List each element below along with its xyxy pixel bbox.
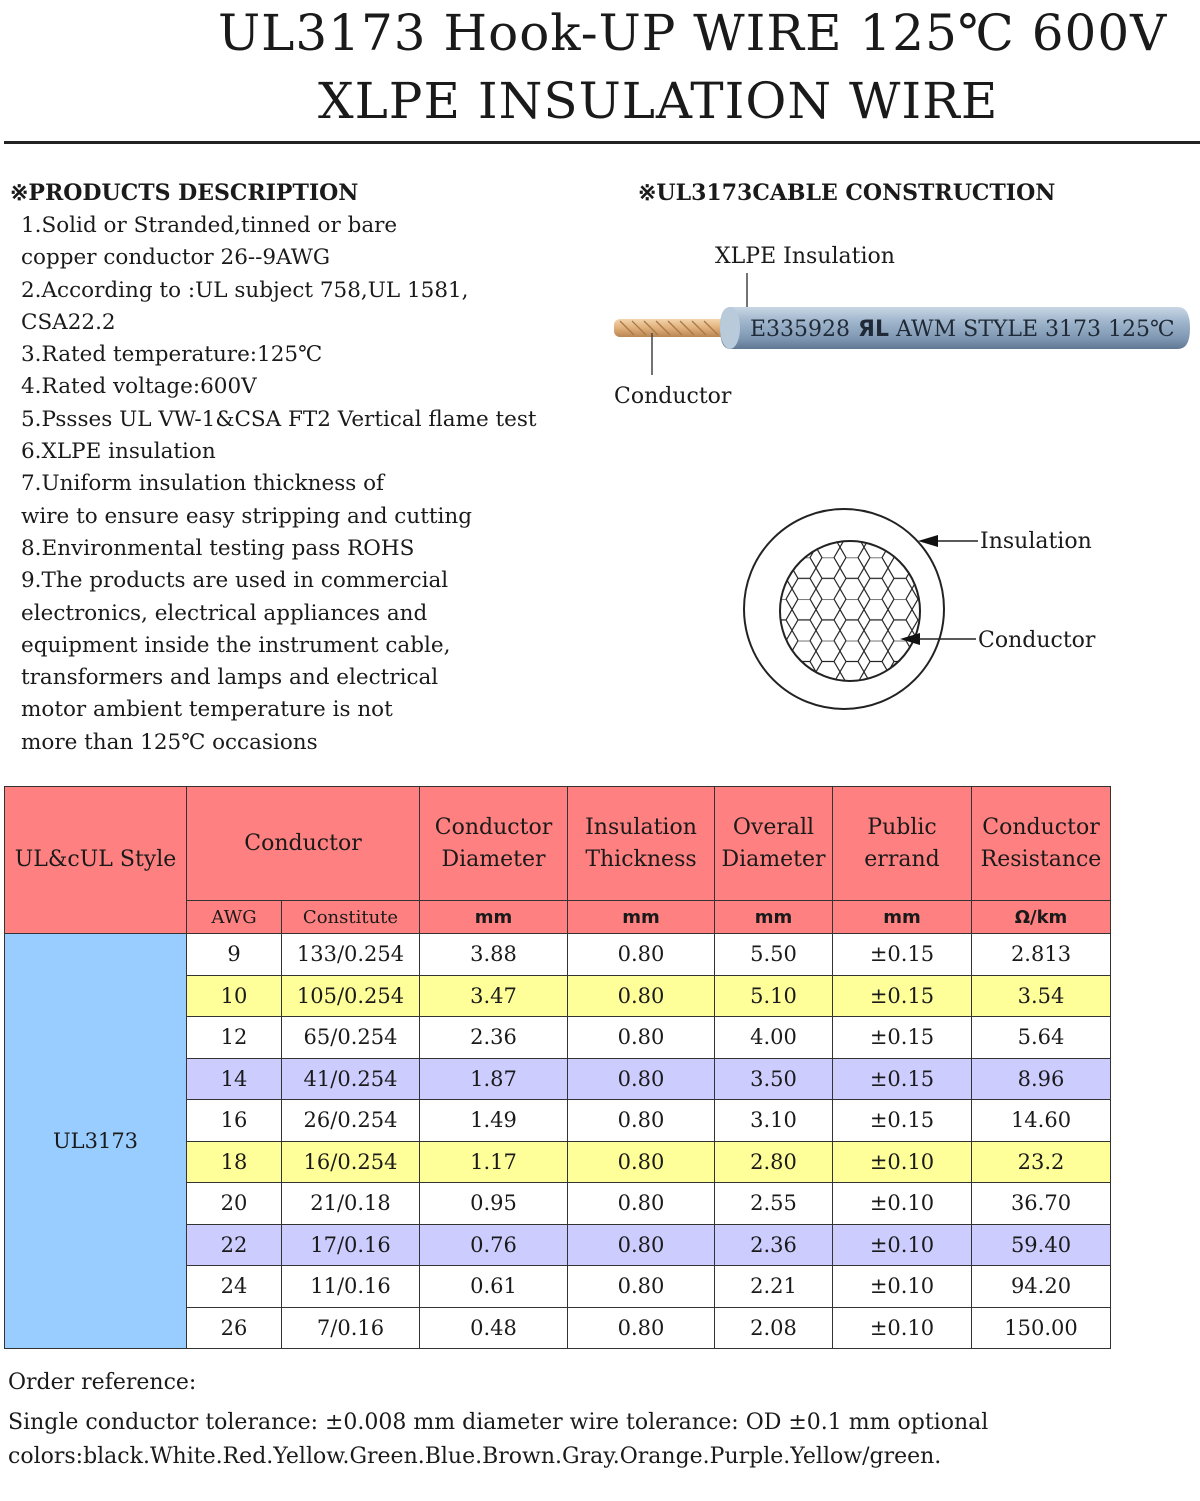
unit-awg: AWG [187,901,282,934]
cell-tol: ±0.10 [833,1141,972,1183]
description-line: 8.Environmental testing pass ROHS [21,535,415,561]
header-public-errand: Public errand [833,787,972,901]
cell-res: 94.20 [972,1266,1111,1308]
conductor-label: Conductor [614,384,732,409]
cell-ins: 0.80 [568,1307,715,1349]
unit-overall-diameter: mm [715,901,833,934]
cell-cond-dia: 1.17 [420,1141,568,1183]
cell-constitute: 11/0.16 [282,1266,420,1308]
header-conductor: Conductor [187,787,420,901]
cross-section-insulation-label: Insulation [980,529,1092,554]
cell-ins: 0.80 [568,1058,715,1100]
cell-tol: ±0.15 [833,1017,972,1059]
cell-awg: 12 [187,1017,282,1059]
wire-cut-end [720,307,740,349]
unit-public-errand: mm [833,901,972,934]
description-line: copper conductor 26--9AWG [21,245,331,271]
title-line-1: UL3173 Hook-UP WIRE 125℃ 600V [218,4,1168,62]
cell-ins: 0.80 [568,975,715,1017]
page-title [0,0,1200,140]
cell-constitute: 105/0.254 [282,975,420,1017]
description-line: equipment inside the instrument cable, [21,632,451,658]
cell-awg: 9 [187,934,282,976]
cell-tol: ±0.15 [833,1058,972,1100]
header-conductor-diameter: Conductor Diameter [420,787,568,901]
header-resistance: Conductor Resistance [972,787,1111,901]
cell-tol: ±0.10 [833,1224,972,1266]
cell-awg: 22 [187,1224,282,1266]
cell-constitute: 65/0.254 [282,1017,420,1059]
cell-awg: 10 [187,975,282,1017]
cell-res: 150.00 [972,1307,1111,1349]
construction-diagram [600,225,1200,765]
cell-ins: 0.80 [568,1100,715,1142]
title-line-2: XLPE INSULATION WIRE [318,72,999,130]
cross-section-conductor-fill [780,541,920,681]
cell-ins: 0.80 [568,1183,715,1225]
cell-res: 5.64 [972,1017,1111,1059]
cell-cond-dia: 0.76 [420,1224,568,1266]
description-line: 9.The products are used in commercial [21,568,449,594]
cell-tol: ±0.10 [833,1307,972,1349]
order-line-2: colors:black.White.Red.Yellow.Green.Blue.Brown.Gray.Orange.Purple.Yellow/green. [8,1444,942,1469]
cell-res: 23.2 [972,1141,1111,1183]
description-line: 7.Uniform insulation thickness of [21,471,385,497]
cell-cond-dia: 0.61 [420,1266,568,1308]
order-reference [8,1366,988,1474]
cell-ins: 0.80 [568,1224,715,1266]
cell-tol: ±0.15 [833,934,972,976]
cell-od: 5.10 [715,975,833,1017]
description-line: transformers and lamps and electrical [21,665,439,691]
cell-cond-dia: 1.87 [420,1058,568,1100]
cell-ins: 0.80 [568,1017,715,1059]
cell-res: 8.96 [972,1058,1111,1100]
cell-res: 36.70 [972,1183,1111,1225]
unit-resistance: Ω/km [972,901,1111,934]
cell-res: 59.40 [972,1224,1111,1266]
cell-res: 3.54 [972,975,1111,1017]
description-line: 6.XLPE insulation [21,439,216,465]
cell-cond-dia: 1.49 [420,1100,568,1142]
cell-constitute: 41/0.254 [282,1058,420,1100]
description-line: electronics, electrical appliances and [21,600,428,626]
cell-od: 2.55 [715,1183,833,1225]
cell-constitute: 133/0.254 [282,934,420,976]
description-line: 3.Rated temperature:125℃ [21,342,323,368]
cell-od: 5.50 [715,934,833,976]
spec-table [4,786,1111,1349]
header-insulation-thickness: Insulation Thickness [568,787,715,901]
cell-constitute: 26/0.254 [282,1100,420,1142]
unit-insulation-thickness: mm [568,901,715,934]
cell-awg: 18 [187,1141,282,1183]
cell-awg: 24 [187,1266,282,1308]
cell-cond-dia: 2.36 [420,1017,568,1059]
cell-ins: 0.80 [568,1141,715,1183]
description-line: 4.Rated voltage:600V [21,374,257,400]
cell-awg: 14 [187,1058,282,1100]
cell-tol: ±0.10 [833,1183,972,1225]
description-heading: ※PRODUCTS DESCRIPTION [10,180,359,206]
description-line: 2.According to :UL subject 758,UL 1581, [21,277,469,303]
cell-awg: 26 [187,1307,282,1349]
cell-cond-dia: 0.48 [420,1307,568,1349]
cell-cond-dia: 0.95 [420,1183,568,1225]
ul-recognized-icon: ЯL [858,317,889,342]
description-line: 5.Pssses UL VW-1&CSA FT2 Vertical flame test [21,406,537,432]
cell-ins: 0.80 [568,934,715,976]
cell-od: 3.50 [715,1058,833,1100]
cell-od: 3.10 [715,1100,833,1142]
cell-constitute: 7/0.16 [282,1307,420,1349]
header-overall-diameter: Overall Diameter [715,787,833,901]
description-line: more than 125℃ occasions [21,729,318,755]
cross-section-conductor-label: Conductor [978,628,1096,653]
cell-od: 2.08 [715,1307,833,1349]
cell-tol: ±0.15 [833,975,972,1017]
order-heading: Order reference: [8,1370,197,1395]
cell-constitute: 17/0.16 [282,1224,420,1266]
cell-ins: 0.80 [568,1266,715,1308]
cell-res: 14.60 [972,1100,1111,1142]
cell-od: 2.21 [715,1266,833,1308]
title-divider [4,141,1200,144]
cell-constitute: 21/0.18 [282,1183,420,1225]
description-line: CSA22.2 [21,309,116,335]
description-list [21,210,601,759]
spec-table-body [5,934,1111,1349]
table-row [5,934,1111,976]
cell-awg: 20 [187,1183,282,1225]
description-line: wire to ensure easy stripping and cutting [21,503,472,529]
cell-cond-dia: 3.88 [420,934,568,976]
cell-od: 2.36 [715,1224,833,1266]
wire-marking-prefix: E335928 [750,317,851,342]
xlpe-insulation-label: XLPE Insulation [715,244,895,269]
cell-tol: ±0.15 [833,1100,972,1142]
wire-marking-suffix: AWM STYLE 3173 125℃ [896,317,1175,342]
header-style: UL&cUL Style [5,787,187,934]
cell-constitute: 16/0.254 [282,1141,420,1183]
description-line: motor ambient temperature is not [21,697,393,723]
construction-heading: ※UL3173CABLE CONSTRUCTION [638,180,1056,206]
unit-conductor-diameter: mm [420,901,568,934]
cell-cond-dia: 3.47 [420,975,568,1017]
cell-awg: 16 [187,1100,282,1142]
description-line: 1.Solid or Stranded,tinned or bare [21,213,398,238]
cell-res: 2.813 [972,934,1111,976]
cell-od: 4.00 [715,1017,833,1059]
order-line-1: Single conductor tolerance: ±0.008 mm diameter wire tolerance: OD ±0.1 mm optional [8,1410,989,1435]
style-cell: UL3173 [5,934,187,1349]
cell-od: 2.80 [715,1141,833,1183]
unit-constitute: Constitute [282,901,420,934]
cell-tol: ±0.10 [833,1266,972,1308]
